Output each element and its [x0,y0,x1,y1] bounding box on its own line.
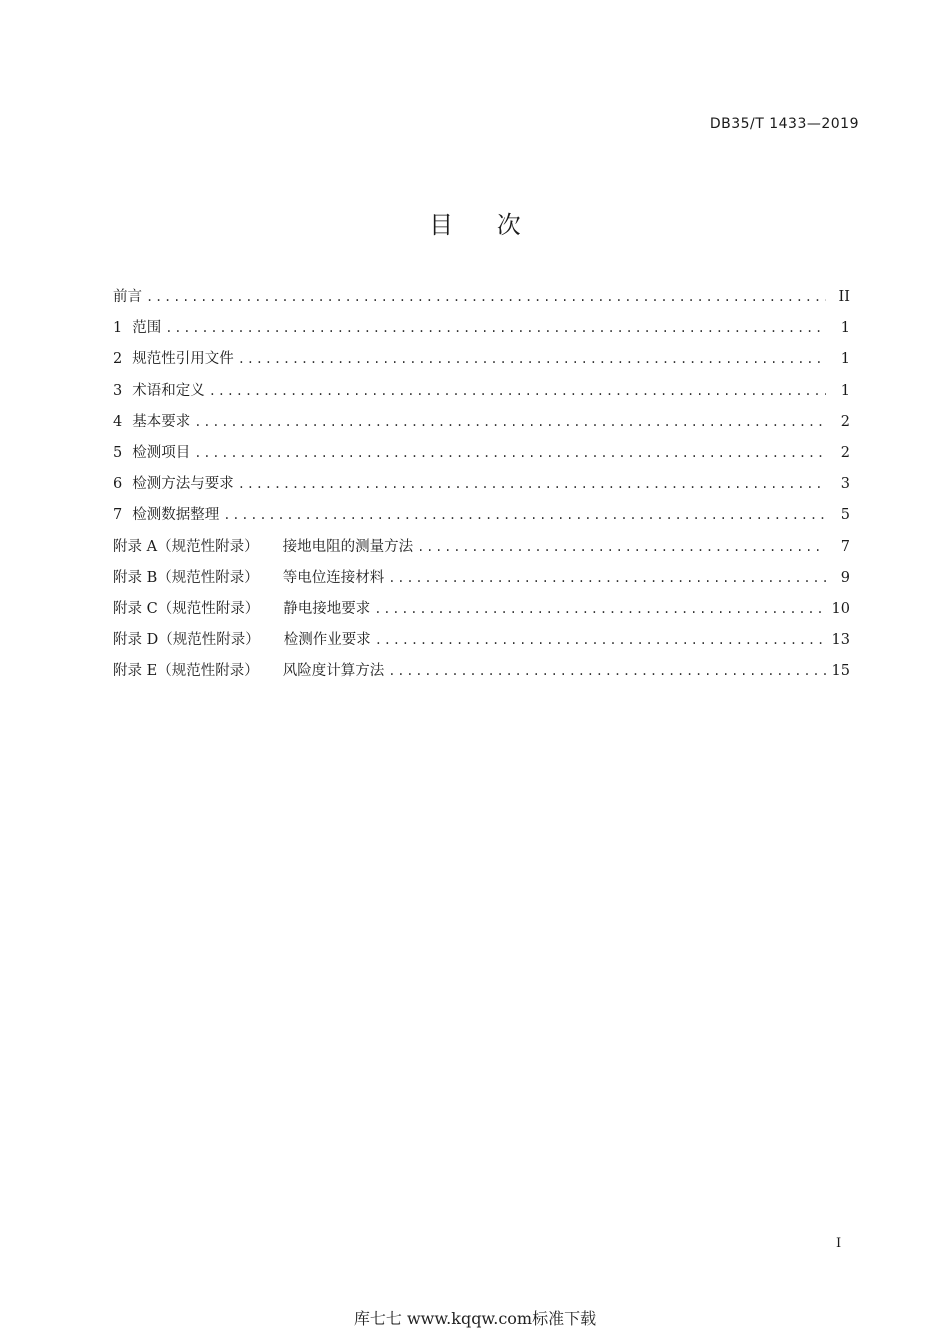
toc-entry-label: 规范性引用文件 [132,351,234,368]
toc-entry-page: 9 [840,569,850,586]
toc-leader-dots [375,628,826,652]
toc-entry-number: 2 [113,351,123,368]
toc-leader-dots [374,597,825,621]
toc-leader-dots [388,659,825,683]
toc-entry-annex-c[interactable] [113,597,850,628]
toc-entry-annex-a[interactable] [113,535,850,566]
toc-entry-label: 检测方法与要求 [132,476,234,493]
toc-entry-annex-e[interactable] [113,659,850,690]
toc-entry-number: 3 [113,382,123,399]
toc-entry-label: 基本要求 [132,413,191,430]
toc-leader-dots [165,316,826,340]
toc-entry-annex-b[interactable] [113,566,850,597]
toc-entry-methods[interactable] [113,472,850,503]
toc-entry-page: 2 [840,413,850,430]
toc-entry-label: 附录 C（规范性附录） [113,600,260,617]
toc-entry-label: 前言 [113,289,142,305]
toc-entry-normative-references[interactable] [113,347,850,378]
toc-entry-page: 2 [840,444,850,461]
document-code: DB35/T 1433—2019 [709,116,859,132]
toc-entry-page: 10 [831,600,850,617]
toc-entry-page: 3 [840,476,850,493]
page-number: I [836,1236,842,1251]
toc-entry-data-processing[interactable] [113,503,850,534]
toc-entry-subtitle: 等电位连接材料 [282,569,385,586]
toc-entry-page: 5 [840,507,850,524]
toc-leader-dots [417,535,826,559]
toc-entry-label: 检测项目 [132,444,191,461]
toc-entry-subtitle: 静电接地要求 [283,600,371,617]
toc-entry-label: 检测数据整理 [132,507,220,524]
watermark: 库七七 www.kqqw.com标准下载 [353,1309,597,1328]
table-of-contents [113,285,850,690]
page-title: 目 次 [429,211,521,239]
toc-leader-dots [223,503,826,527]
toc-entry-number: 5 [113,444,123,461]
toc-entry-annex-d[interactable] [113,628,850,659]
toc-leader-dots [238,347,826,371]
toc-entry-label: 附录 D（规范性附录） [113,632,260,649]
toc-leader-dots [388,566,826,590]
toc-entry-subtitle: 接地电阻的测量方法 [282,538,414,555]
toc-leader-dots [209,379,826,403]
toc-entry-subtitle: 风险度计算方法 [282,663,385,680]
toc-entry-page: 7 [840,538,850,555]
toc-entry-subtitle: 检测作业要求 [283,632,371,649]
toc-entry-label: 范围 [132,320,162,337]
toc-entry-number: 4 [113,413,123,430]
toc-leader-dots [146,285,826,309]
toc-entry-page: 1 [840,320,850,337]
toc-entry-page: II [838,289,850,305]
toc-entry-label: 术语和定义 [132,382,205,399]
toc-entry-scope[interactable] [113,316,850,347]
toc-entry-number: 1 [113,320,123,337]
toc-entry-foreword[interactable] [113,285,850,316]
toc-entry-inspection-items[interactable] [113,441,850,472]
toc-entry-page: 15 [831,663,850,680]
toc-entry-label: 附录 B（规范性附录） [113,569,259,586]
toc-entry-page: 1 [840,382,850,399]
toc-leader-dots [194,410,826,434]
toc-entry-number: 6 [113,476,123,493]
toc-entry-terms[interactable] [113,379,850,410]
toc-entry-page: 13 [831,632,850,649]
toc-leader-dots [238,472,826,496]
toc-leader-dots [194,441,826,465]
toc-entry-basic-requirements[interactable] [113,410,850,441]
toc-entry-label: 附录 A（规范性附录） [113,538,259,555]
toc-entry-label: 附录 E（规范性附录） [113,663,259,680]
toc-entry-page: 1 [840,351,850,368]
toc-entry-number: 7 [113,507,123,524]
